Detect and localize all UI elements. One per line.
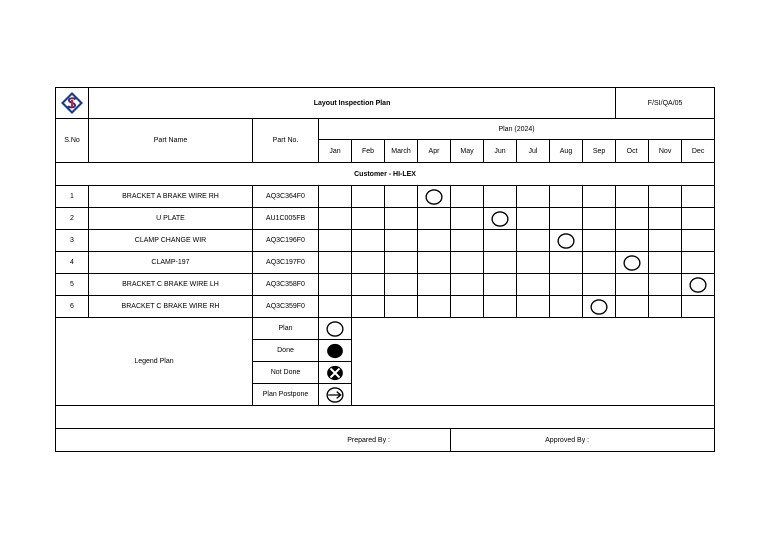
month-cell — [682, 230, 715, 252]
month-cell — [484, 186, 517, 208]
legend-blank-area — [352, 318, 715, 406]
part-name-cell: U PLATE — [89, 208, 253, 230]
table-row — [56, 230, 715, 252]
legend-item-label: Not Done — [253, 362, 319, 384]
month-header: Nov — [649, 140, 682, 163]
part-no-cell: AQ3C197F0 — [253, 252, 319, 274]
open-circle-icon — [689, 276, 707, 294]
legend-title: Legend Plan — [56, 318, 253, 406]
sno-cell: 6 — [56, 296, 89, 318]
company-logo-icon — [60, 91, 84, 115]
month-cell — [583, 252, 616, 274]
month-cell — [616, 186, 649, 208]
month-cell — [352, 274, 385, 296]
month-cell — [319, 208, 352, 230]
month-cell — [385, 186, 418, 208]
month-header: Apr — [418, 140, 451, 163]
legend-symbol-cell — [319, 340, 352, 362]
blank-row — [56, 406, 715, 429]
month-cell — [616, 208, 649, 230]
month-cell — [385, 230, 418, 252]
legend-item-label: Plan Postpone — [253, 384, 319, 406]
month-cell — [352, 208, 385, 230]
month-cell — [682, 186, 715, 208]
month-cell — [451, 208, 484, 230]
month-cell — [583, 274, 616, 296]
month-header: Feb — [352, 140, 385, 163]
part-no-header: Part No. — [253, 119, 319, 163]
month-cell — [550, 208, 583, 230]
sno-cell: 4 — [56, 252, 89, 274]
month-cell — [484, 274, 517, 296]
part-no-cell: AQ3C196F0 — [253, 230, 319, 252]
month-header: May — [451, 140, 484, 163]
month-cell — [451, 230, 484, 252]
open-circle-icon — [590, 298, 608, 316]
month-header: Aug — [550, 140, 583, 163]
logo-cell — [56, 88, 89, 119]
month-cell — [649, 186, 682, 208]
month-cell — [319, 274, 352, 296]
month-cell — [451, 296, 484, 318]
month-cell — [319, 186, 352, 208]
approved-by-label: Approved By : — [451, 429, 715, 452]
table-row — [56, 252, 715, 274]
month-cell — [385, 296, 418, 318]
month-cell — [319, 296, 352, 318]
month-cell — [484, 230, 517, 252]
part-name-cell: BRACKET C BRAKE WIRE RH — [89, 296, 253, 318]
legend-symbol-cell — [319, 384, 352, 406]
part-name-cell: CLAMP CHANGE WIR — [89, 230, 253, 252]
month-cell — [319, 252, 352, 274]
table-row — [56, 208, 715, 230]
month-cell — [451, 186, 484, 208]
month-cell — [517, 208, 550, 230]
month-cell — [484, 208, 517, 230]
month-header: Jan — [319, 140, 352, 163]
part-no-cell: AQ3C358F0 — [253, 274, 319, 296]
month-cell — [682, 274, 715, 296]
month-cell — [385, 208, 418, 230]
month-cell — [418, 230, 451, 252]
month-cell — [517, 274, 550, 296]
inspection-plan-table — [55, 87, 715, 452]
month-cell — [517, 296, 550, 318]
month-header: Jul — [517, 140, 550, 163]
part-name-header: Part Name — [89, 119, 253, 163]
month-cell — [517, 252, 550, 274]
legend-symbol-cell — [319, 362, 352, 384]
month-cell — [418, 296, 451, 318]
sno-header: S.No — [56, 119, 89, 163]
month-cell — [550, 296, 583, 318]
month-cell — [352, 186, 385, 208]
part-no-cell: AQ3C364F0 — [253, 186, 319, 208]
open-circle-icon — [425, 188, 443, 206]
part-name-cell: BRACKET C BRAKE WIRE LH — [89, 274, 253, 296]
arrow-circle-icon — [326, 386, 344, 404]
month-cell — [616, 296, 649, 318]
table-row — [56, 186, 715, 208]
open-circle-icon — [557, 232, 575, 250]
customer-heading: Customer - HI-LEX — [56, 163, 715, 186]
month-cell — [616, 252, 649, 274]
month-header: Dec — [682, 140, 715, 163]
month-cell — [418, 186, 451, 208]
month-cell — [649, 230, 682, 252]
open-circle-icon — [623, 254, 641, 272]
legend-item-label: Plan — [253, 318, 319, 340]
month-cell — [517, 186, 550, 208]
month-cell — [517, 230, 550, 252]
month-header: Oct — [616, 140, 649, 163]
part-no-cell: AQ3C359F0 — [253, 296, 319, 318]
month-cell — [682, 296, 715, 318]
plan-year-header: Plan (2024) — [319, 119, 715, 140]
month-cell — [649, 274, 682, 296]
month-cell — [385, 252, 418, 274]
sno-cell: 3 — [56, 230, 89, 252]
month-cell — [451, 274, 484, 296]
month-cell — [385, 274, 418, 296]
part-name-cell: BRACKET A BRAKE WIRE RH — [89, 186, 253, 208]
month-cell — [418, 252, 451, 274]
month-cell — [319, 230, 352, 252]
filled-circle-icon — [326, 342, 344, 360]
month-cell — [649, 208, 682, 230]
month-cell — [583, 186, 616, 208]
month-header: Sep — [583, 140, 616, 163]
month-cell — [352, 230, 385, 252]
table-row — [56, 296, 715, 318]
month-cell — [418, 274, 451, 296]
month-cell — [583, 296, 616, 318]
month-header: March — [385, 140, 418, 163]
month-cell — [550, 252, 583, 274]
month-cell — [583, 208, 616, 230]
table-row — [56, 274, 715, 296]
month-cell — [484, 296, 517, 318]
open-circle-icon — [491, 210, 509, 228]
month-header: Jun — [484, 140, 517, 163]
month-cell — [649, 252, 682, 274]
month-cell — [583, 230, 616, 252]
sno-cell: 1 — [56, 186, 89, 208]
month-cell — [484, 252, 517, 274]
crossed-circle-icon — [326, 364, 344, 382]
month-cell — [352, 252, 385, 274]
sno-cell: 2 — [56, 208, 89, 230]
legend-symbol-cell — [319, 318, 352, 340]
month-cell — [352, 296, 385, 318]
month-cell — [649, 296, 682, 318]
form-code: F/SI/QA/05 — [616, 88, 715, 119]
month-cell — [550, 274, 583, 296]
legend-item-label: Done — [253, 340, 319, 362]
month-cell — [418, 208, 451, 230]
sno-cell: 5 — [56, 274, 89, 296]
month-cell — [682, 208, 715, 230]
form-title: Layout Inspection Plan — [89, 88, 616, 119]
month-cell — [550, 186, 583, 208]
month-cell — [550, 230, 583, 252]
month-cell — [682, 252, 715, 274]
prepared-by-label: Prepared By : — [56, 429, 451, 452]
part-name-cell: CLAMP-197 — [89, 252, 253, 274]
month-cell — [451, 252, 484, 274]
month-cell — [616, 230, 649, 252]
month-cell — [616, 274, 649, 296]
part-no-cell: AU1C005FB — [253, 208, 319, 230]
open-circle-icon — [326, 320, 344, 338]
